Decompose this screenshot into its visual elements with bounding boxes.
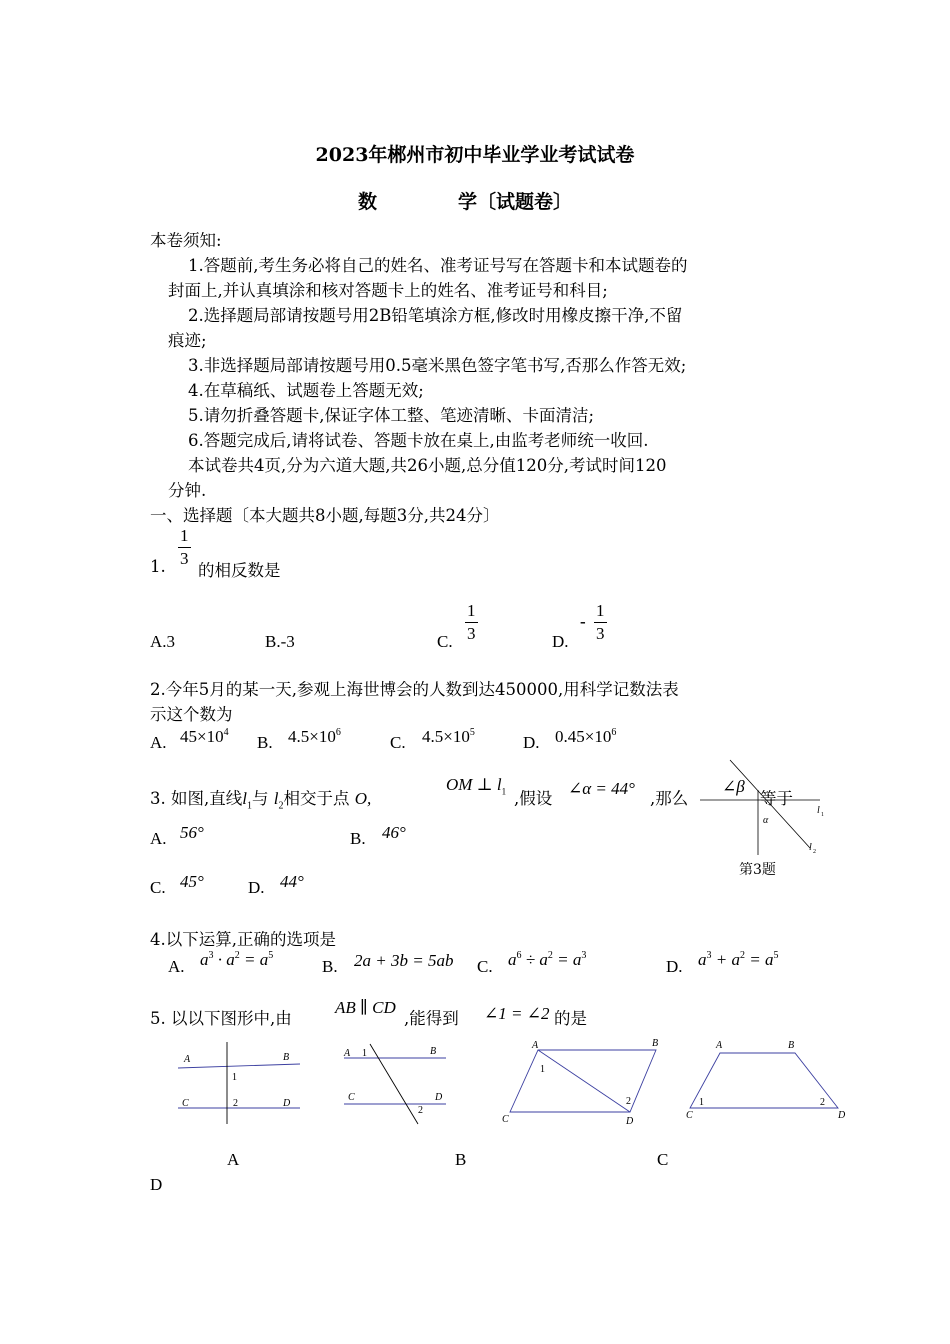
- q2-option-a-label: A.: [150, 733, 167, 752]
- q1-option-d-fraction: [594, 600, 607, 645]
- q2-c-base: 4.5×10: [422, 727, 470, 746]
- q3-fig-l1: l: [817, 805, 820, 816]
- fig-b-label-a: A: [344, 1048, 351, 1059]
- q3-fig-l2-sub: 2: [813, 849, 816, 855]
- section-heading: 一、选择题〔本大题共8小题,每题3分,共24分〕: [150, 506, 500, 525]
- q4-option-a: $a^3 \cdot a^2 = a^5$: [200, 950, 274, 969]
- notice-line: 分钟.: [168, 481, 207, 500]
- q4-option-d-label: D.: [666, 957, 683, 976]
- fig-a-label-a: A: [184, 1054, 191, 1065]
- q1-option-d-label: D.: [552, 632, 569, 651]
- q4-option-a-label: A.: [168, 957, 185, 976]
- q5-figure-c: [500, 1036, 670, 1131]
- fig-c-label-2: 2: [626, 1096, 631, 1107]
- q1-fraction: [178, 525, 191, 570]
- q2-b-exp: 6: [335, 727, 341, 738]
- q3-t3: 相交于点: [283, 789, 350, 808]
- q5-conclusion: ∠1 = ∠2: [484, 1004, 550, 1023]
- q3-t2: 与: [251, 789, 269, 808]
- fig-d-label-d: D: [838, 1110, 846, 1121]
- fig-d-label-2: 2: [820, 1097, 825, 1108]
- q1-text: 的相反数是: [198, 561, 281, 580]
- fig-d-label-1: 1: [699, 1097, 704, 1108]
- fig-d-trapezoid: [690, 1053, 838, 1108]
- notice-line: 2.选择题局部请按题号用2B铅笔填涂方框,修改时用橡皮擦干净,不留: [188, 306, 683, 325]
- q3-t1: 3. 如图,直线: [150, 789, 243, 808]
- q3-l2: [273, 789, 284, 812]
- notice-line: 封面上,并认真填涂和核对答题卡上的姓名、准考证号和科目;: [168, 281, 608, 300]
- fig-c-label-c: C: [502, 1114, 509, 1125]
- notice-line: 4.在草稿纸、试题卷上答题无效;: [188, 381, 424, 400]
- q4-option-b: 2a + 3b = 5ab: [354, 951, 454, 970]
- q1-option-c-fraction: [465, 600, 478, 645]
- q3-option-c: 45°: [180, 872, 204, 891]
- q2-a-base: 45×10: [180, 727, 224, 746]
- q2-d-base: 0.45×10: [555, 727, 612, 746]
- q1-option-b: B.-3: [265, 632, 295, 651]
- q1-number: 1.: [150, 557, 166, 576]
- q1-option-d-sign: -: [580, 612, 586, 631]
- q2-c-exp: 5: [469, 727, 475, 738]
- q1-c-denominator: 3: [467, 624, 476, 643]
- fig-a-label-1: 1: [232, 1072, 237, 1083]
- q1-c-numerator: 1: [465, 600, 478, 623]
- fig-b-label-1: 1: [362, 1048, 367, 1059]
- q3-option-d-label: D.: [248, 878, 265, 897]
- q3-angle-alpha: ∠α = 44°: [568, 779, 635, 798]
- fig-c-label-1: 1: [540, 1064, 545, 1075]
- fig-c-label-b: B: [652, 1038, 659, 1049]
- q2-option-d-label: D.: [523, 733, 540, 752]
- q3-fig-alpha: α: [763, 815, 769, 826]
- q5-option-b: B: [455, 1150, 467, 1169]
- q3-option-a: 56°: [180, 823, 204, 842]
- q3-l1-letter: l: [242, 789, 247, 808]
- q1-frac-denominator: 3: [180, 549, 189, 568]
- q4-option-c-label: C.: [477, 957, 493, 976]
- q1-option-a: A.3: [150, 632, 176, 651]
- fig-c-label-a: A: [532, 1040, 539, 1051]
- q3-fig-l2: l: [809, 842, 812, 853]
- q1-d-denominator: 3: [596, 624, 605, 643]
- fig-b-label-c: C: [348, 1092, 355, 1103]
- q2-text-line1: 2.今年5月的某一天,参观上海世博会的人数到达450000,用科学记数法表: [150, 680, 679, 699]
- fig-b-transversal: [370, 1044, 418, 1124]
- q5-option-d: D: [150, 1175, 163, 1194]
- q5-t1: 5. 以以下图形中,由: [150, 1009, 292, 1028]
- notice-line: 本试卷共4页,分为六道大题,共26小题,总分值120分,考试时间120: [188, 456, 667, 475]
- fig-a-line-ab: [178, 1064, 300, 1068]
- notice-title: 本卷须知:: [150, 231, 222, 250]
- q3-l2-sub: 2: [278, 800, 284, 812]
- q2-option-b-label: B.: [257, 733, 273, 752]
- notice-line: 痕迹;: [168, 331, 207, 350]
- q3-line-l2: [730, 760, 810, 848]
- q3-l2-letter: l: [273, 789, 279, 808]
- fig-a-label-b: B: [283, 1052, 290, 1063]
- q4-option-d: $a^3 + a^2 = a^5$: [698, 950, 779, 969]
- fig-d-label-c: C: [686, 1110, 693, 1121]
- q5-figure-b: [340, 1040, 460, 1130]
- q3-fig-l1-sub: 1: [821, 812, 824, 818]
- q1-option-c-label: C.: [437, 632, 453, 651]
- q1-frac-numerator: 1: [178, 525, 191, 548]
- q2-b-base: 4.5×10: [288, 727, 336, 746]
- q5-t3: 的是: [554, 1009, 587, 1028]
- q2-option-a: [180, 727, 229, 747]
- q3-point: O,: [354, 789, 372, 808]
- fig-a-label-d: D: [283, 1098, 291, 1109]
- q3-t4: ,假设: [514, 789, 553, 808]
- q2-text-line2: 示这个数为: [150, 705, 233, 724]
- q3-t5: ,那么: [650, 789, 689, 808]
- q3-om-sub: 1: [501, 786, 507, 797]
- fig-a-label-2: 2: [233, 1098, 238, 1109]
- fig-b-label-2: 2: [418, 1105, 423, 1116]
- q4-option-c: $a^6 \div a^2 = a^3$: [508, 950, 587, 969]
- q3-option-b-label: B.: [350, 829, 366, 848]
- q5-option-c: C: [657, 1150, 669, 1169]
- subtitle-subject-2: 学〔试题卷〕: [458, 191, 573, 213]
- q5-condition: AB ∥ CD: [335, 998, 396, 1017]
- q3-om-perp: [446, 775, 506, 796]
- q2-d-exp: 6: [611, 727, 617, 738]
- subtitle-subject-1: 数: [358, 191, 378, 213]
- fig-d-label-b: B: [788, 1040, 795, 1051]
- q3-option-a-label: A.: [150, 829, 167, 848]
- q4-text: 4.以下运算,正确的选项是: [150, 930, 336, 949]
- notice-line: 6.答题完成后,请将试卷、答题卡放在桌上,由监考老师统一收回.: [188, 431, 649, 450]
- fig-a-label-c: C: [182, 1098, 189, 1109]
- q5-t2: ,能得到: [404, 1009, 459, 1028]
- q5-figure-a: [170, 1040, 310, 1130]
- q3-t6: 等于: [760, 789, 793, 808]
- q3-figure-caption: 第3题: [739, 862, 776, 878]
- fig-c-diagonal: [538, 1050, 630, 1112]
- q2-option-d: [555, 727, 616, 747]
- notice-line: 3.非选择题局部请按题号用0.5毫米黑色签字笔书写,否那么作答无效;: [188, 356, 687, 375]
- q2-a-exp: 4: [223, 727, 229, 738]
- fig-c-parallelogram: [510, 1050, 656, 1112]
- q3-option-c-label: C.: [150, 878, 166, 897]
- q5-figure-d: [680, 1036, 850, 1131]
- q3-option-b: 46°: [382, 823, 406, 842]
- q3-text: [150, 785, 371, 811]
- q2-option-c-label: C.: [390, 733, 406, 752]
- q2-option-b: [288, 727, 341, 747]
- q3-l1-sub: 1: [246, 800, 252, 812]
- fig-b-label-b: B: [430, 1046, 437, 1057]
- q3-option-d: 44°: [280, 872, 304, 891]
- q3-figure: [700, 760, 824, 860]
- q1-d-numerator: 1: [594, 600, 607, 623]
- notice-line: 1.答题前,考生务必将自己的姓名、准考证号写在答题卡和本试题卷的: [188, 256, 688, 275]
- q3-om: OM ⊥ l: [446, 775, 502, 794]
- notice-line: 5.请勿折叠答题卡,保证字体工整、笔迹清晰、卡面清洁;: [188, 406, 595, 425]
- q4-option-b-label: B.: [322, 957, 338, 976]
- q5-option-a: A: [227, 1150, 240, 1169]
- fig-d-label-a: A: [716, 1040, 723, 1051]
- q2-option-c: [422, 727, 475, 747]
- fig-b-label-d: D: [435, 1092, 443, 1103]
- q3-beta: ∠β: [722, 777, 745, 796]
- fig-c-label-d: D: [626, 1116, 634, 1127]
- q3-l1: [242, 789, 252, 812]
- page-title: 2023年郴州市初中毕业学业考试试卷: [315, 144, 635, 166]
